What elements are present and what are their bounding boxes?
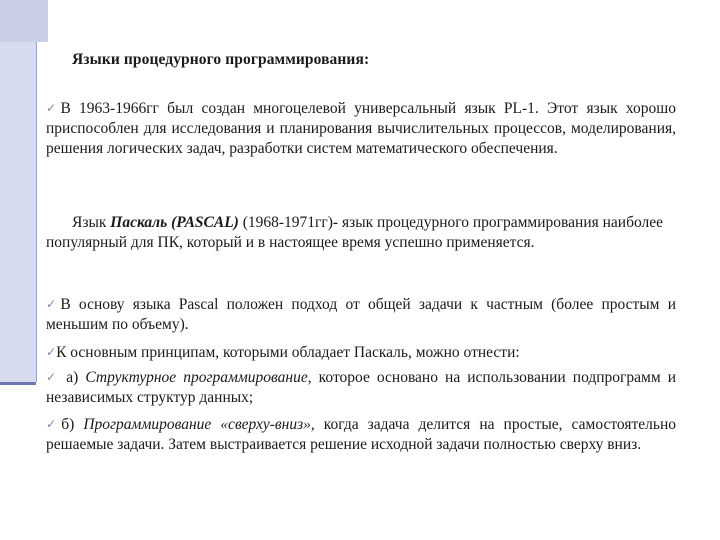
slide-title: Языки процедурного программирования:: [72, 51, 370, 68]
principle-top-down-term: Программирование «сверху-вниз»,: [83, 416, 315, 433]
paragraph-pascal: [46, 213, 676, 253]
paragraph-principles: [46, 343, 676, 363]
check-bullet-icon: ✓: [46, 417, 62, 431]
content-edge-line: [36, 42, 37, 382]
check-bullet-icon: ✓: [46, 345, 57, 359]
principle-structured: [46, 368, 676, 408]
paragraph-pl1: [46, 99, 676, 159]
check-bullet-icon: ✓: [46, 370, 60, 384]
paragraph-approach: [46, 295, 676, 335]
principle-structured-prefix: а): [59, 369, 86, 386]
paragraph-approach-text: В основу языка Pascal положен подход от общей задачи к частным (более простым и меньшим по объему).: [46, 296, 676, 333]
left-band-divider: [0, 382, 36, 385]
check-bullet-icon: ✓: [46, 101, 61, 115]
principle-structured-text: которое основано на использовании подпрограмм и независимых структур данных;: [46, 369, 676, 406]
left-band-panel: [0, 42, 37, 382]
paragraph-pl1-text: В 1963-1966гг был создан многоцелевой универсальный язык PL-1. Этот язык хорошо приспособлен для исследования и планирования вычислительных процессов, моделирования, решения логических задач, разработки систем математического обеспечения.: [46, 100, 676, 157]
paragraph-pascal-lead: Язык: [72, 214, 111, 231]
check-bullet-icon: ✓: [46, 297, 61, 311]
paragraph-pascal-text: (1968-1971гг)- язык процедурного программирования наиболее популярный для ПК, который и в настоящее время успешно применяется.: [46, 214, 664, 251]
left-band-header: [0, 0, 48, 42]
principle-top-down-prefix: б): [61, 416, 84, 433]
paragraph-principles-text: К основным принципам, которыми обладает Паскаль, можно отнести:: [56, 344, 520, 361]
principle-top-down: [46, 415, 676, 455]
principle-top-down-text: когда задача делится на простые, самостоятельно решаемые задачи. Затем выстраивается решение исходной задачи полностью сверху вниз.: [46, 416, 676, 453]
principle-structured-term: Структурное программирование,: [85, 369, 312, 386]
pascal-name: Паскаль (PASCAL): [110, 214, 239, 231]
